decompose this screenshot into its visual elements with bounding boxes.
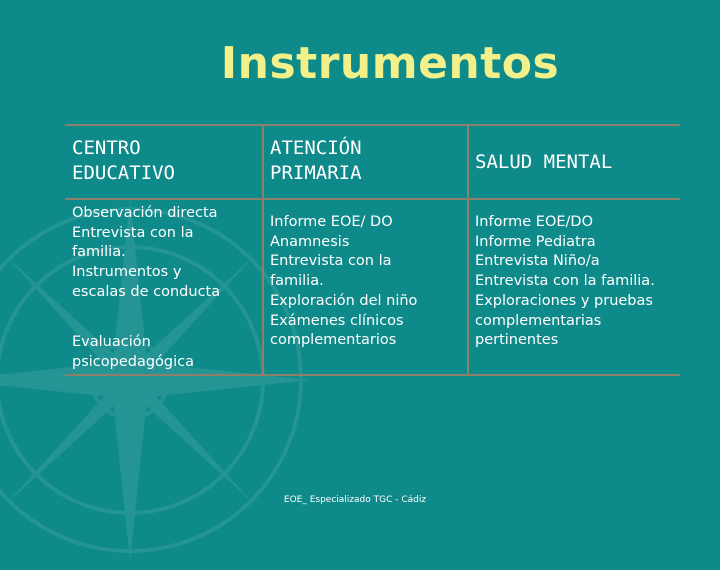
footer-credit: EOE_ Especializado TGC - Cádiz bbox=[283, 495, 427, 505]
table-bottom-rule bbox=[65, 374, 680, 376]
table-header-rule bbox=[65, 198, 680, 200]
salud-mental-instruments: Informe EOE/DO Informe Pediatra Entrevista Niño/a Entrevista con la familia. Exploraciones y pruebas complementarias pertinentes bbox=[475, 214, 655, 349]
header-salud-mental: SALUD MENTAL bbox=[475, 151, 613, 173]
header-centro-educativo: CENTRO EDUCATIVO bbox=[72, 137, 175, 184]
centro-educativo-instruments: Observación directa Entrevista con la familia. Instrumentos y escalas de conducta bbox=[72, 205, 221, 300]
atencion-primaria-instruments: Informe EOE/ DO Anamnesis Entrevista con la familia. Exploración del niño Exámenes clínicos complementarios bbox=[270, 214, 418, 349]
header-atencion-primaria: ATENCIÓN PRIMARIA bbox=[270, 137, 362, 184]
page-title: Instrumentos bbox=[220, 38, 560, 89]
instruments-table bbox=[65, 124, 680, 376]
table-top-rule bbox=[65, 124, 680, 126]
centro-educativo-evaluation: Evaluación psicopedagógica bbox=[72, 334, 195, 370]
